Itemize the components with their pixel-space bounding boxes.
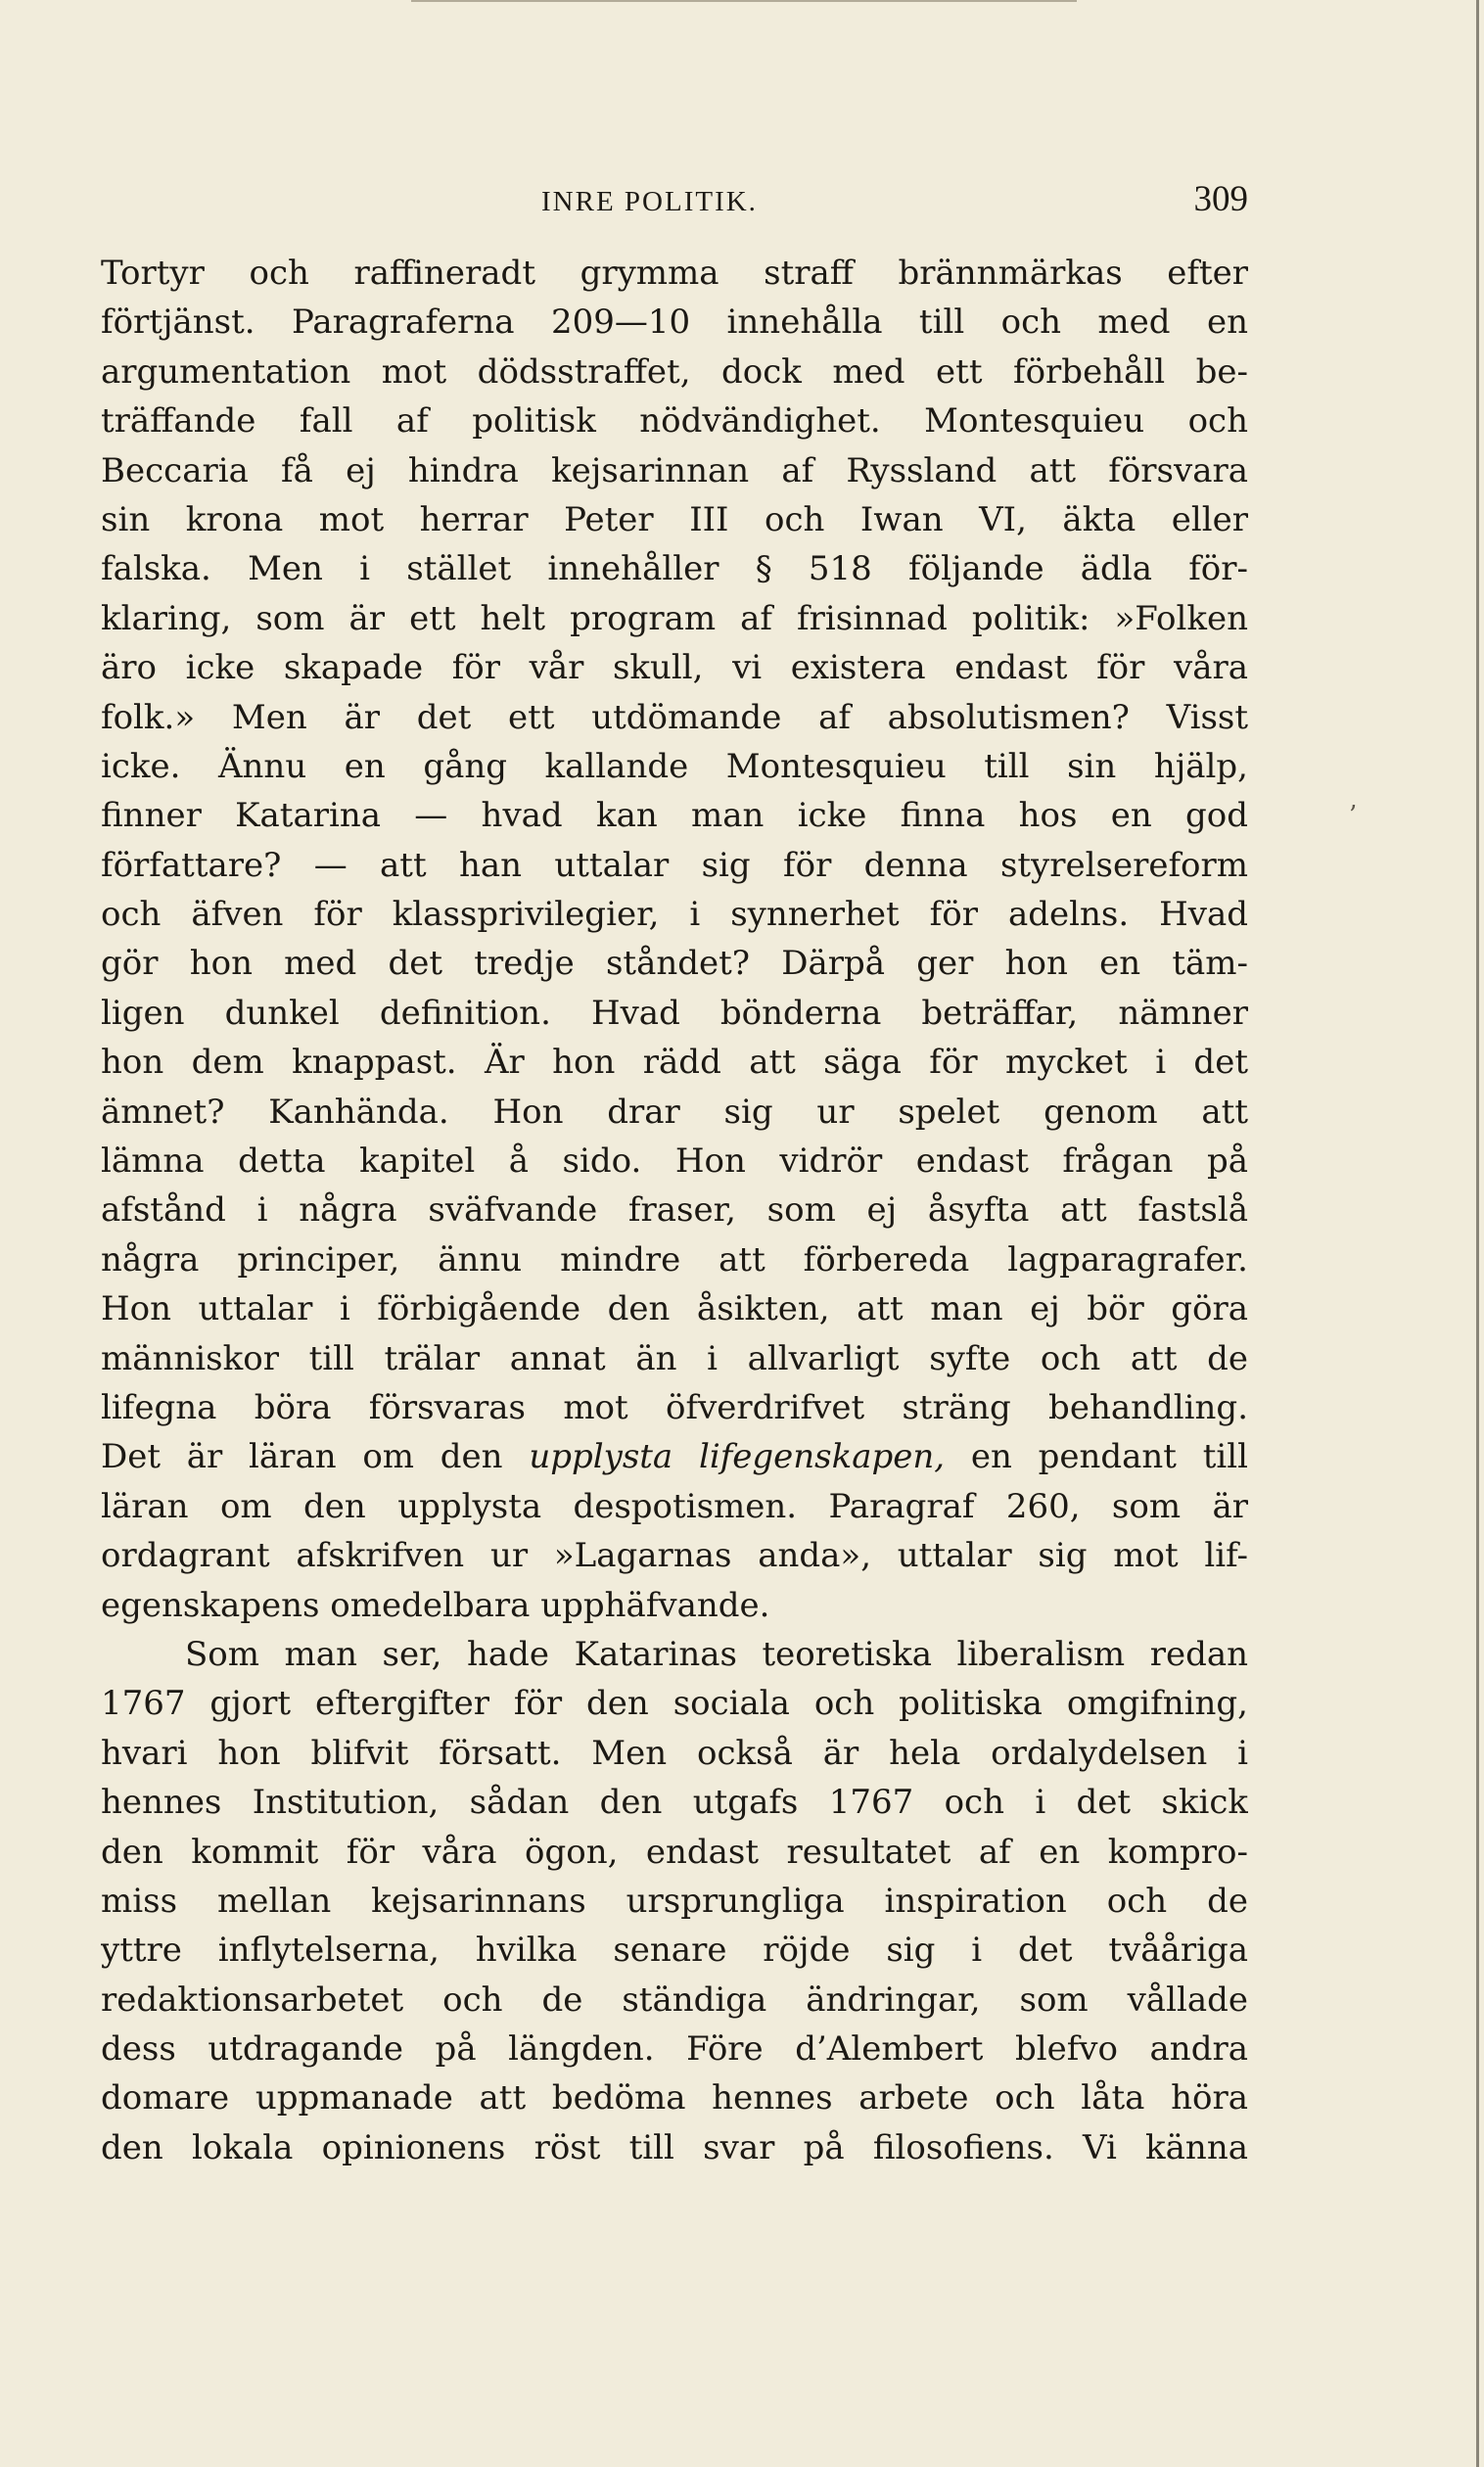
body-text bbox=[101, 249, 1248, 2172]
page-number: 309 bbox=[1193, 179, 1248, 219]
text-line: förtjänst. Paragraferna 209—10 innehålla till och med en bbox=[101, 303, 1248, 343]
text-line: falska. Men i stället innehåller § 518 följande ädla för- bbox=[101, 549, 1248, 589]
text-line: dess utdragande på längden. Före d’Alembert blefvo andra bbox=[101, 2029, 1248, 2070]
text-line: några principer, ännu mindre att förbereda lagparagrafer. bbox=[101, 1239, 1248, 1280]
text-line-with-italic bbox=[101, 1432, 1248, 1481]
text-line: klaring, som är ett helt program af frisinnad politik: »Folken bbox=[101, 598, 1248, 638]
text-line: sin krona mot herrar Peter III och Iwan VI, äkta eller bbox=[101, 499, 1248, 539]
text-line: 1767 gjort eftergifter för den sociala och politiska omgifning, bbox=[101, 1684, 1248, 1724]
text-line: Hon uttalar i förbigående den åsikten, att man ej bör göra bbox=[101, 1289, 1248, 1329]
text-line: människor till trälar annat än i allvarligt syfte och att de bbox=[101, 1338, 1248, 1378]
page-header bbox=[101, 178, 1248, 225]
text-line: den lokala opinionens röst till svar på filosofiens. Vi känna bbox=[101, 2127, 1248, 2167]
text-line: Tortyr och raffineradt grymma straff brännmärkas efter bbox=[101, 254, 1248, 293]
text-line: ligen dunkel definition. Hvad bönderna beträffar, nämner bbox=[101, 993, 1248, 1033]
top-edge-rule bbox=[411, 0, 1077, 2]
text-line: lämna detta kapitel å sido. Hon vidrör endast frågan på bbox=[101, 1141, 1248, 1182]
paragraph-end-line: egenskapens omedelbara upphäfvande. bbox=[101, 1585, 770, 1625]
text-line: ämnet? Kanhända. Hon drar sig ur spelet genom att bbox=[101, 1092, 1248, 1132]
text-line: icke. Ännu en gång kallande Montesquieu till sin hjälp, bbox=[101, 746, 1248, 786]
text-line: domare uppmanade att bedöma hennes arbete och låta höra bbox=[101, 2078, 1248, 2118]
italic-phrase: upplysta lifegenskapen, bbox=[529, 1437, 946, 1477]
running-head: INRE POLITIK. bbox=[541, 186, 758, 217]
text-line: den kommit för våra ögon, endast resultatet af en kompro- bbox=[101, 1832, 1248, 1872]
text-line: äro icke skapade för vår skull, vi existera endast för våra bbox=[101, 648, 1248, 688]
text-line: argumentation mot dödsstraffet, dock med ett förbehåll be- bbox=[101, 351, 1248, 392]
text-line: hvari hon blifvit försatt. Men också är hela ordalydelsen i bbox=[101, 1733, 1248, 1773]
right-edge-rule bbox=[1476, 0, 1479, 2467]
text-line: afstånd i några sväfvande fraser, som ej åsyfta att fastslå bbox=[101, 1190, 1248, 1231]
text-segment: en pendant till bbox=[945, 1437, 1248, 1477]
text-line: lifegna böra försvaras mot öfverdrifvet sträng behandling. bbox=[101, 1387, 1248, 1427]
text-segment: Det är läran om den bbox=[101, 1437, 530, 1477]
paragraph-start-line: Som man ser, hade Katarinas teoretiska liberalism redan bbox=[185, 1634, 1248, 1674]
text-line: hennes Institution, sådan den utgafs 1767 och i det skick bbox=[101, 1783, 1248, 1823]
text-line: läran om den upplysta despotismen. Paragraf 260, som är bbox=[101, 1486, 1248, 1526]
text-line: gör hon med det tredje ståndet? Därpå ger hon en täm- bbox=[101, 944, 1248, 984]
text-line: Beccaria få ej hindra kejsarinnan af Ryssland att försvara bbox=[101, 450, 1248, 490]
text-line: finner Katarina — hvad kan man icke finna hos en god bbox=[101, 796, 1248, 836]
text-line: redaktionsarbetet och de ständiga ändringar, som vållade bbox=[101, 1979, 1248, 2020]
text-line: miss mellan kejsarinnans ursprungliga inspiration och de bbox=[101, 1881, 1248, 1921]
text-line: ordagrant afskrifven ur »Lagarnas anda», uttalar sig mot lif- bbox=[101, 1536, 1248, 1576]
text-line: och äfven för klassprivilegier, i synnerhet för adelns. Hvad bbox=[101, 895, 1248, 935]
text-line: folk.» Men är det ett utdömande af absolutismen? Visst bbox=[101, 697, 1248, 737]
text-line: författare? — att han uttalar sig för denna styrelsereform bbox=[101, 845, 1248, 885]
text-line: hon dem knappast. Är hon rädd att säga för mycket i det bbox=[101, 1043, 1248, 1083]
text-line: träffande fall af politisk nödvändighet. Montesquieu och bbox=[101, 401, 1248, 442]
margin-mark: ’ bbox=[1349, 801, 1358, 830]
text-line: yttre inflytelserna, hvilka senare röjde sig i det tvååriga bbox=[101, 1931, 1248, 1971]
